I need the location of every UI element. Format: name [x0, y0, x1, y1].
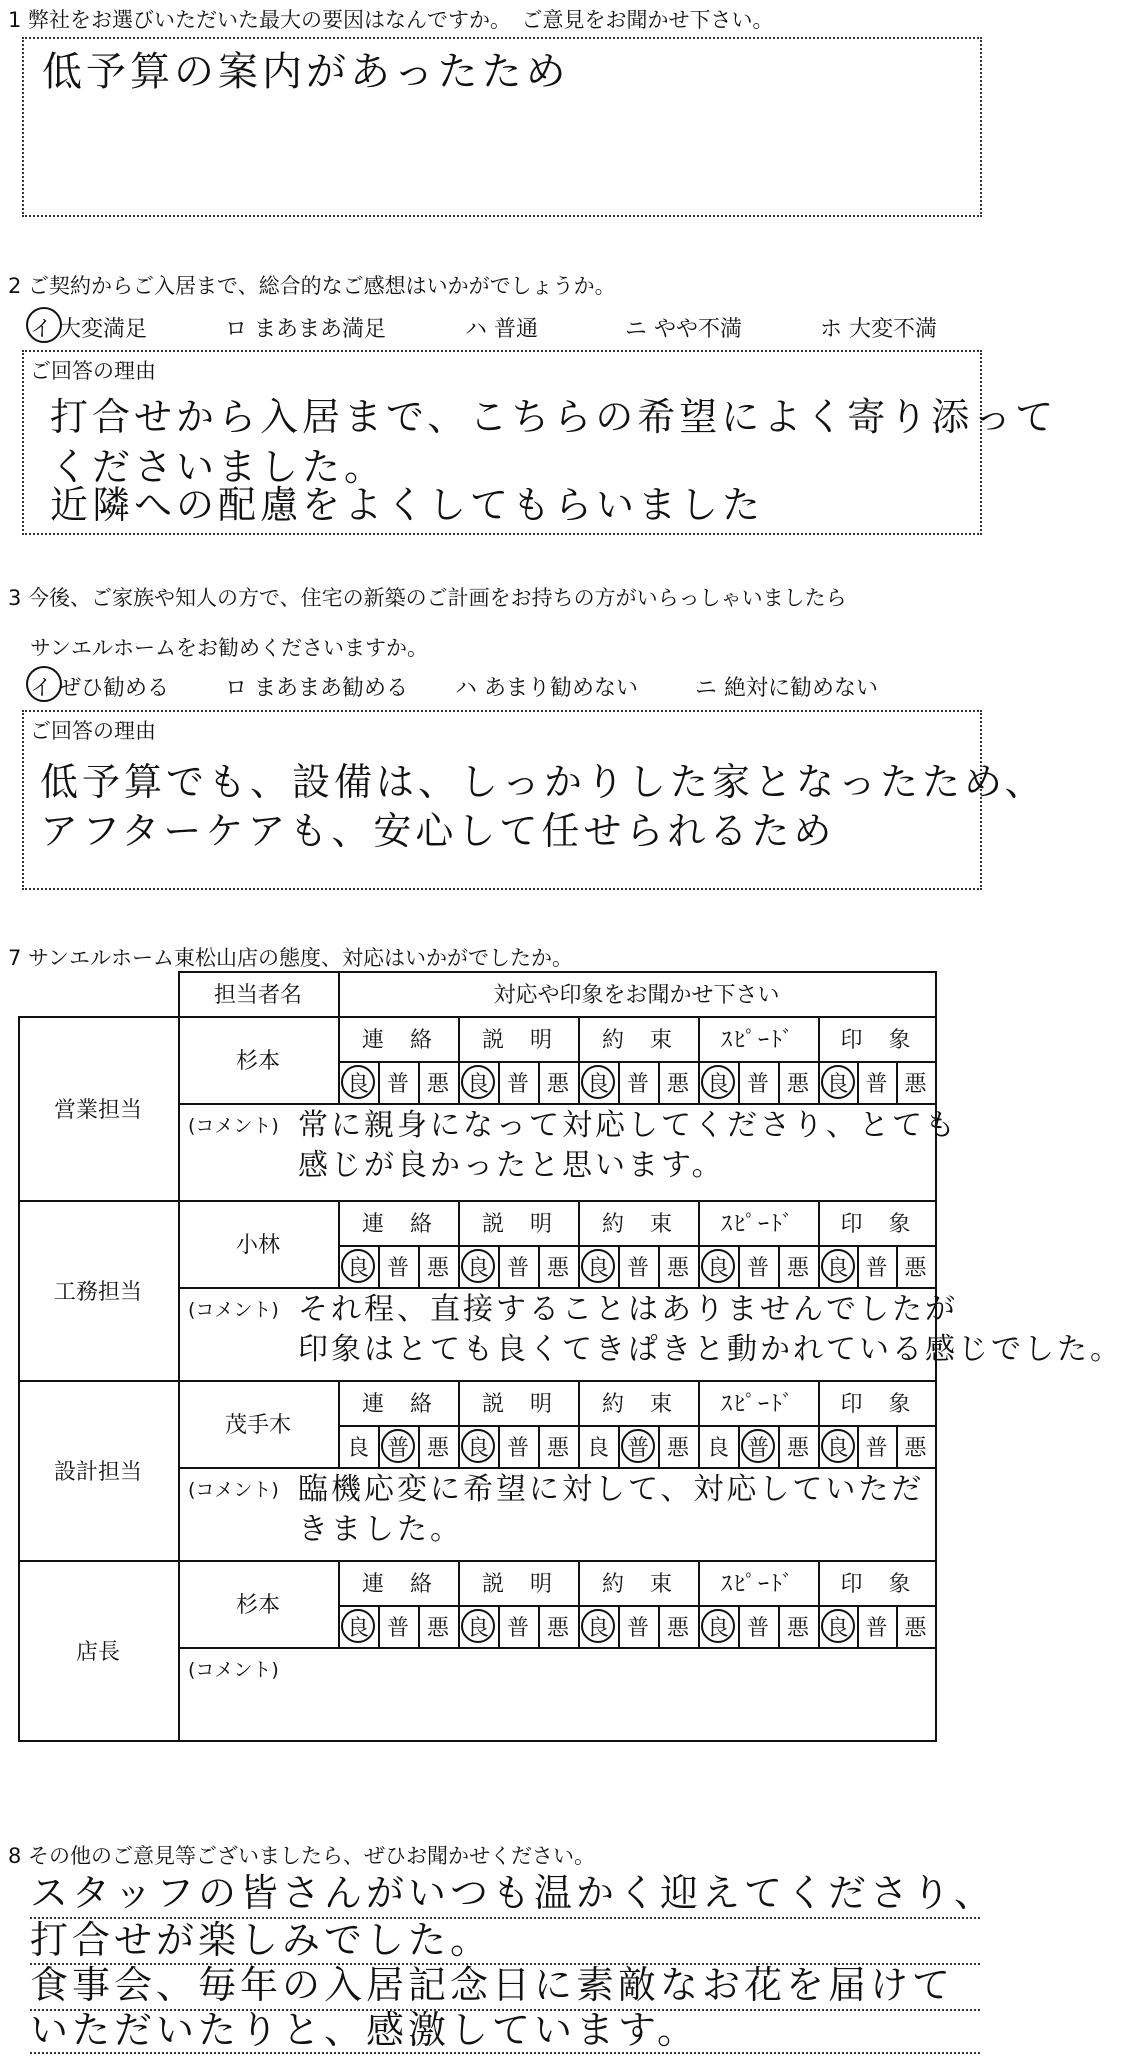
rating-option[interactable]: 普 — [506, 1071, 529, 1097]
q2-selected-circle — [26, 307, 62, 343]
q2-answer-line-1: 打合せから入居まで、こちらの希望によく寄り添って — [50, 395, 1058, 439]
role-label: 店長 — [75, 1639, 120, 1665]
table-rating-bottom — [178, 1647, 935, 1649]
rating-selected-circle — [701, 1609, 735, 1643]
header-person: 担当者名 — [213, 983, 302, 1008]
rating-option[interactable]: 良 — [706, 1615, 729, 1641]
rating-option[interactable]: 良 — [466, 1071, 489, 1097]
rating-option[interactable]: 普 — [746, 1615, 769, 1641]
q2-question: 2 ご契約からご入居まで、総合的なご感想はいかがでしょうか。 — [8, 274, 616, 298]
rating-option[interactable]: 悪 — [426, 1435, 449, 1461]
comment-label: (コメント) — [188, 1299, 279, 1321]
rating-option[interactable]: 普 — [506, 1615, 529, 1641]
rating-divider — [935, 1061, 937, 1103]
rating-option[interactable]: 良 — [826, 1615, 849, 1641]
rating-selected-circle — [581, 1065, 615, 1099]
staff-name: 茂手木 — [224, 1413, 291, 1438]
q8-answer-line-2: 打合せが楽しみでした。 — [30, 1918, 493, 1962]
rating-option[interactable]: 良 — [346, 1435, 369, 1461]
rating-selected-circle — [461, 1429, 495, 1463]
rating-option[interactable]: 普 — [746, 1255, 769, 1281]
category-header: 約 束 — [601, 1212, 674, 1237]
rating-option[interactable]: 普 — [865, 1071, 888, 1097]
rating-selected-circle — [821, 1065, 855, 1099]
rating-option[interactable]: 良 — [466, 1435, 489, 1461]
comment-label: (コメント) — [188, 1659, 279, 1681]
rating-option[interactable]: 普 — [865, 1435, 888, 1461]
comment-line-1: 常に親身になって対応してくださり、とても — [298, 1108, 958, 1143]
rating-option[interactable]: 悪 — [786, 1435, 809, 1461]
role-label: 営業担当 — [53, 1097, 142, 1123]
rating-option[interactable]: 悪 — [666, 1255, 689, 1281]
rating-selected-circle — [341, 1609, 375, 1643]
table-rating-bottom — [178, 1467, 935, 1469]
rating-option[interactable]: 悪 — [426, 1071, 449, 1097]
rating-option[interactable]: 普 — [626, 1615, 649, 1641]
rating-option[interactable]: 良 — [586, 1255, 609, 1281]
category-header: 印 象 — [840, 1028, 913, 1053]
rating-option[interactable]: 普 — [865, 1255, 888, 1281]
rating-option[interactable]: 良 — [826, 1071, 849, 1097]
rating-option[interactable]: 良 — [706, 1071, 729, 1097]
q3-option[interactable]: ニ 絶対に勧めない — [695, 676, 878, 701]
q2-answer-line-3: 近隣への配慮をよくしてもらいました — [50, 483, 765, 527]
rating-option[interactable]: 普 — [626, 1071, 649, 1097]
table-row-bottom — [18, 1740, 935, 1742]
category-header: 印 象 — [840, 1212, 913, 1237]
comment-label: (コメント) — [188, 1115, 279, 1137]
comment-line-2: 感じが良かったと思います。 — [298, 1148, 725, 1183]
q2-option[interactable]: ロ まあまあ満足 — [225, 317, 386, 342]
rating-selected-circle — [741, 1429, 775, 1463]
category-header: 説 明 — [481, 1572, 554, 1597]
category-header: 連 絡 — [361, 1028, 434, 1053]
rating-option[interactable]: 普 — [626, 1255, 649, 1281]
header-impression: 対応や印象をお聞かせ下さい — [493, 983, 780, 1008]
q3-selected-circle — [26, 666, 62, 702]
rating-option[interactable]: 良 — [826, 1255, 849, 1281]
comment-line-2: きました。 — [298, 1512, 463, 1547]
q3-option[interactable]: ハ あまり勧めない — [455, 676, 638, 701]
rating-option[interactable]: 悪 — [786, 1615, 809, 1641]
q3-option[interactable]: ロ まあまあ勧める — [225, 676, 408, 701]
rating-option[interactable]: 悪 — [666, 1435, 689, 1461]
rating-selected-circle — [821, 1429, 855, 1463]
rating-divider — [935, 1245, 937, 1287]
table-rating-bottom — [178, 1287, 935, 1289]
rating-option[interactable]: 良 — [826, 1435, 849, 1461]
staff-name: 杉本 — [235, 1593, 280, 1618]
category-header: 連 絡 — [361, 1392, 434, 1417]
rating-selected-circle — [461, 1609, 495, 1643]
q3-option[interactable]: イ ぜひ勧める — [30, 676, 169, 701]
rating-option[interactable]: 良 — [346, 1255, 369, 1281]
rating-option[interactable]: 悪 — [546, 1435, 569, 1461]
rating-divider — [935, 1425, 937, 1467]
rating-option[interactable]: 良 — [346, 1071, 369, 1097]
rating-option[interactable]: 普 — [865, 1615, 888, 1641]
rating-option[interactable]: 普 — [746, 1435, 769, 1461]
rating-option[interactable]: 良 — [586, 1435, 609, 1461]
rating-selected-circle — [701, 1249, 735, 1283]
category-header: 印 象 — [840, 1572, 913, 1597]
q1-answer: 低予算の案内があったため — [42, 49, 570, 95]
rating-option[interactable]: 悪 — [666, 1615, 689, 1641]
rating-option[interactable]: 悪 — [786, 1255, 809, 1281]
q8-answer-line-4: いただいたりと、感激しています。 — [30, 2008, 699, 2052]
comment-line-2: 印象はとても良くてきぱきと動かれている感じでした。 — [298, 1332, 1123, 1367]
staff-name: 小林 — [235, 1233, 280, 1258]
category-header: 印 象 — [840, 1392, 913, 1417]
q2-reason-label: ご回答の理由 — [30, 359, 156, 383]
rating-option[interactable]: 悪 — [546, 1615, 569, 1641]
comment-label: (コメント) — [188, 1479, 279, 1501]
table-rating-bottom — [178, 1103, 935, 1105]
category-header: 説 明 — [481, 1028, 554, 1053]
rating-selected-circle — [581, 1609, 615, 1643]
category-header: 約 束 — [601, 1392, 674, 1417]
rating-option[interactable]: 良 — [346, 1615, 369, 1641]
q3-question-line-1: 3 今後、ご家族や知人の方で、住宅の新築のご計画をお持ちの方がいらっしゃいましたら — [8, 586, 847, 610]
category-header: ｽﾋﾟｰﾄﾞ — [720, 1028, 795, 1053]
role-label: 設計担当 — [53, 1459, 142, 1485]
rating-option[interactable]: 普 — [386, 1255, 409, 1281]
category-header: 説 明 — [481, 1392, 554, 1417]
rating-selected-circle — [461, 1249, 495, 1283]
role-label: 工務担当 — [53, 1279, 142, 1305]
rating-option[interactable]: 普 — [746, 1071, 769, 1097]
rating-option[interactable]: 普 — [386, 1071, 409, 1097]
rating-option[interactable]: 良 — [706, 1255, 729, 1281]
q1-question: 1 弊社をお選びいただいた最大の要因はなんですか。 ご意見をお聞かせ下さい。 — [8, 8, 774, 32]
rating-selected-circle — [821, 1249, 855, 1283]
rating-option[interactable]: 悪 — [904, 1615, 927, 1641]
category-header: 連 絡 — [361, 1572, 434, 1597]
category-header: 約 束 — [601, 1028, 674, 1053]
q2-option[interactable]: イ 大変満足 — [30, 317, 147, 342]
q8-answer-line-1: スタッフの皆さんがいつも温かく迎えてくださり、 — [30, 1871, 997, 1915]
category-header: ｽﾋﾟｰﾄﾞ — [720, 1572, 795, 1597]
category-header: ｽﾋﾟｰﾄﾞ — [720, 1212, 795, 1237]
rating-selected-circle — [341, 1065, 375, 1099]
rating-option[interactable]: 普 — [386, 1435, 409, 1461]
rating-option[interactable]: 普 — [506, 1435, 529, 1461]
rating-option[interactable]: 悪 — [426, 1255, 449, 1281]
rating-option[interactable]: 悪 — [904, 1071, 927, 1097]
q8-line-4 — [30, 2052, 980, 2054]
rating-option[interactable]: 悪 — [666, 1071, 689, 1097]
q3-answer-line-1: 低予算でも、設備は、しっかりした家となったため、 — [40, 760, 1047, 804]
rating-option[interactable]: 良 — [466, 1615, 489, 1641]
rating-divider — [935, 1605, 937, 1647]
rating-selected-circle — [621, 1429, 655, 1463]
q2-answer-line-2: くださいました。 — [50, 445, 387, 489]
rating-option[interactable]: 普 — [506, 1255, 529, 1281]
rating-option[interactable]: 良 — [586, 1071, 609, 1097]
q3-answer-line-2: アフターケアも、安心して任せられるため — [40, 809, 836, 853]
rating-selected-circle — [341, 1249, 375, 1283]
q8-answer-line-3: 食事会、毎年の入居記念日に素敵なお花を届けて — [30, 1963, 955, 2007]
rating-selected-circle — [701, 1065, 735, 1099]
q3-question-line-2: サンエルホームをお勧めくださいますか。 — [30, 636, 428, 660]
category-header: ｽﾋﾟｰﾄﾞ — [720, 1392, 795, 1417]
q2-option[interactable]: ニ やや不満 — [625, 317, 742, 342]
rating-option[interactable]: 良 — [706, 1435, 729, 1461]
q8-question: 8 その他のご意見等ございましたら、ぜひお聞かせください。 — [8, 1844, 596, 1868]
category-header: 説 明 — [481, 1212, 554, 1237]
q2-option[interactable]: ホ 大変不満 — [820, 317, 937, 342]
rating-option[interactable]: 良 — [586, 1615, 609, 1641]
rating-option[interactable]: 悪 — [546, 1255, 569, 1281]
rating-selected-circle — [581, 1249, 615, 1283]
comment-line-1: それ程、直接することはありませんでしたが — [298, 1292, 958, 1327]
rating-option[interactable]: 悪 — [426, 1615, 449, 1641]
rating-selected-circle — [461, 1065, 495, 1099]
q2-option[interactable]: ハ 普通 — [465, 317, 538, 342]
rating-option[interactable]: 良 — [466, 1255, 489, 1281]
comment-line-1: 臨機応変に希望に対して、対応していただ — [298, 1472, 925, 1507]
rating-option[interactable]: 悪 — [904, 1255, 927, 1281]
rating-selected-circle — [381, 1429, 415, 1463]
rating-option[interactable]: 悪 — [904, 1435, 927, 1461]
category-header: 約 束 — [601, 1572, 674, 1597]
rating-option[interactable]: 悪 — [786, 1071, 809, 1097]
q3-reason-label: ご回答の理由 — [30, 719, 156, 743]
q7-question: 7 サンエルホーム東松山店の態度、対応はいかがでしたか。 — [8, 946, 573, 970]
rating-selected-circle — [821, 1609, 855, 1643]
staff-name: 杉本 — [235, 1049, 280, 1074]
category-header: 連 絡 — [361, 1212, 434, 1237]
rating-option[interactable]: 普 — [626, 1435, 649, 1461]
rating-option[interactable]: 普 — [386, 1615, 409, 1641]
rating-option[interactable]: 悪 — [546, 1071, 569, 1097]
